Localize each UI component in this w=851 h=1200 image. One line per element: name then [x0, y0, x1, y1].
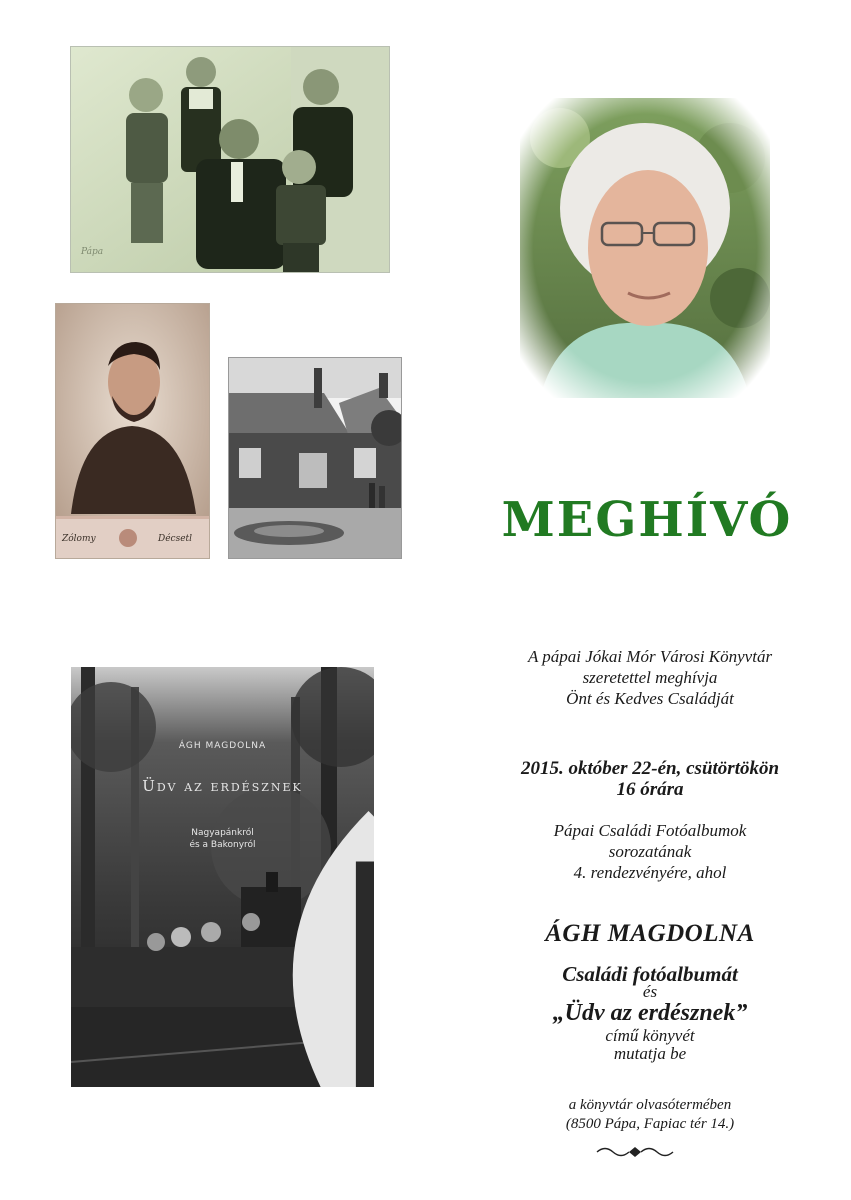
book-subtitle-line2: és a Bakonyról [189, 840, 256, 850]
venue-info [460, 1096, 840, 1134]
event-date [460, 758, 840, 800]
and-line: és [642, 982, 658, 1001]
book-subtitle-line1: Nagyapánkról [191, 828, 254, 838]
photo-stamp: Pápa [81, 247, 104, 257]
venue-address: (8500 Pápa, Fapiac tér 14.) [565, 1116, 735, 1132]
book-title-line: „Üdv az erdésznek” [552, 1000, 748, 1026]
invites-line: szeretettel meghívja [582, 668, 718, 687]
album-line: Családi fotóalbumát [562, 962, 738, 986]
forester-house-photo [228, 357, 402, 559]
series-info [460, 820, 840, 883]
library-name: A pápai Jókai Mór Városi Könyvtár [527, 647, 773, 666]
book-author: ÁGH MAGDOLNA [178, 741, 267, 751]
time-line: 16 órára [616, 779, 684, 800]
book-cover [71, 667, 374, 1087]
album-info [460, 964, 840, 1063]
series-name: Pápai Családi Fotóalbumok [553, 821, 747, 840]
book-word-line: című könyvét [605, 1026, 695, 1045]
presenter-name: ÁGH MAGDOLNA [545, 920, 755, 947]
page-title: MEGHÍVÓ [501, 492, 793, 548]
presents-line: mutatja be [613, 1044, 687, 1063]
event-number: 4. rendezvényére, ahol [573, 863, 727, 882]
series-word: sorozatának [608, 842, 692, 861]
book-title: Üdv az erdésznek [142, 777, 303, 795]
invitation-intro [460, 646, 840, 709]
ornament-divider-icon [595, 1145, 675, 1159]
family-photo [70, 46, 390, 273]
photographer-caption-left: Zólomy [62, 534, 96, 544]
portrait-elderly-woman [520, 98, 770, 398]
venue-room: a könyvtár olvasótermében [568, 1097, 732, 1113]
date-line: 2015. október 22-én, csütörtökön [520, 758, 780, 779]
photographer-caption-right: Décsetl [158, 534, 193, 544]
portrait-man-vintage [55, 303, 210, 559]
book-subtitle [71, 827, 374, 851]
audience-line: Önt és Kedves Családját [566, 689, 734, 708]
